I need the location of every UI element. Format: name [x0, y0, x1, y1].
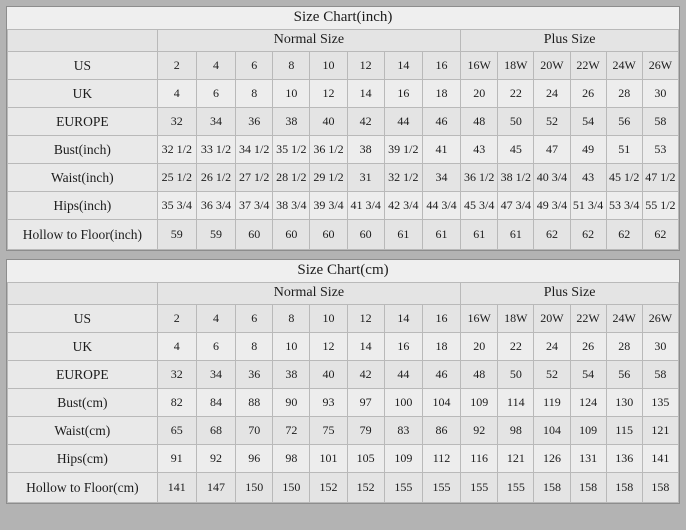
cell: 38 — [273, 361, 310, 389]
group-header-normal-inch: Normal Size — [157, 30, 460, 52]
row-label-uk-inch: UK — [8, 80, 158, 108]
cell: 48 — [461, 108, 498, 136]
cell: 30 — [642, 80, 678, 108]
cell: 2 — [157, 52, 196, 80]
cell: 62 — [606, 220, 642, 250]
cell: 58 — [642, 361, 678, 389]
table-row — [8, 361, 679, 389]
cell: 31 — [347, 164, 384, 192]
cell: 60 — [236, 220, 273, 250]
cell: 34 — [196, 108, 235, 136]
cell: 90 — [273, 389, 310, 417]
cell: 72 — [273, 417, 310, 445]
cell: 97 — [347, 389, 384, 417]
cell: 4 — [196, 305, 235, 333]
row-label-europe-cm: EUROPE — [8, 361, 158, 389]
cell: 48 — [461, 361, 498, 389]
table-row — [8, 108, 679, 136]
cell: 32 1/2 — [384, 164, 422, 192]
row-label-uk-cm: UK — [8, 333, 158, 361]
cell: 136 — [606, 445, 642, 473]
cell: 61 — [461, 220, 498, 250]
cell: 40 — [310, 361, 347, 389]
cell: 61 — [498, 220, 534, 250]
cell: 155 — [384, 473, 422, 503]
group-header-normal-cm: Normal Size — [157, 283, 460, 305]
table-row — [8, 445, 679, 473]
cell: 59 — [157, 220, 196, 250]
cell: 42 — [347, 108, 384, 136]
cell: 70 — [236, 417, 273, 445]
row-label-bust-inch: Bust(inch) — [8, 136, 158, 164]
cell: 22W — [570, 305, 606, 333]
cell: 109 — [461, 389, 498, 417]
cell: 45 1/2 — [606, 164, 642, 192]
cell: 43 — [461, 136, 498, 164]
cell: 49 — [570, 136, 606, 164]
cell: 59 — [196, 220, 235, 250]
row-label-bust-cm: Bust(cm) — [8, 389, 158, 417]
cell: 12 — [347, 52, 384, 80]
cell: 119 — [534, 389, 570, 417]
cell: 22 — [498, 333, 534, 361]
cell: 26W — [642, 305, 678, 333]
cell: 8 — [273, 305, 310, 333]
corner-cell-cm — [8, 283, 158, 305]
cell: 6 — [196, 333, 235, 361]
cell: 109 — [570, 417, 606, 445]
cell: 41 3/4 — [347, 192, 384, 220]
cell: 44 — [384, 361, 422, 389]
cell: 22 — [498, 80, 534, 108]
cell: 22W — [570, 52, 606, 80]
cell: 105 — [347, 445, 384, 473]
cell: 24 — [534, 80, 570, 108]
cell: 18 — [422, 80, 460, 108]
cell: 100 — [384, 389, 422, 417]
cell: 37 3/4 — [236, 192, 273, 220]
cell: 46 — [422, 108, 460, 136]
cell: 16 — [422, 52, 460, 80]
cell: 88 — [236, 389, 273, 417]
cell: 24W — [606, 52, 642, 80]
cell: 36 — [236, 108, 273, 136]
cell: 96 — [236, 445, 273, 473]
cell: 51 3/4 — [570, 192, 606, 220]
cell: 101 — [310, 445, 347, 473]
cell: 39 3/4 — [310, 192, 347, 220]
cell: 24W — [606, 305, 642, 333]
cell: 130 — [606, 389, 642, 417]
cell: 152 — [347, 473, 384, 503]
cell: 26 — [570, 80, 606, 108]
table-row — [8, 305, 679, 333]
group-header-plus-cm: Plus Size — [461, 283, 679, 305]
cell: 47 1/2 — [642, 164, 678, 192]
cell: 61 — [422, 220, 460, 250]
cell: 68 — [196, 417, 235, 445]
cell: 158 — [606, 473, 642, 503]
cell: 14 — [347, 80, 384, 108]
cell: 4 — [157, 333, 196, 361]
table-row — [8, 136, 679, 164]
cell: 93 — [310, 389, 347, 417]
cell: 18W — [498, 52, 534, 80]
cell: 33 1/2 — [196, 136, 235, 164]
cell: 44 — [384, 108, 422, 136]
cell: 42 3/4 — [384, 192, 422, 220]
cell: 126 — [534, 445, 570, 473]
cell: 150 — [236, 473, 273, 503]
cell: 50 — [498, 108, 534, 136]
cell: 27 1/2 — [236, 164, 273, 192]
cell: 82 — [157, 389, 196, 417]
cell: 29 1/2 — [310, 164, 347, 192]
table-row — [8, 220, 679, 250]
cell: 92 — [196, 445, 235, 473]
cell: 12 — [310, 333, 347, 361]
cell: 104 — [534, 417, 570, 445]
cell: 39 1/2 — [384, 136, 422, 164]
cell: 56 — [606, 361, 642, 389]
cell: 53 3/4 — [606, 192, 642, 220]
cell: 152 — [310, 473, 347, 503]
row-label-hollow-to-floor-cm: Hollow to Floor(cm) — [8, 473, 158, 503]
cell: 10 — [273, 333, 310, 361]
cell: 155 — [422, 473, 460, 503]
cell: 10 — [310, 52, 347, 80]
cell: 20 — [461, 80, 498, 108]
table-row — [8, 7, 679, 30]
cell: 79 — [347, 417, 384, 445]
cell: 4 — [157, 80, 196, 108]
cell: 41 — [422, 136, 460, 164]
cell: 98 — [498, 417, 534, 445]
cell: 16W — [461, 52, 498, 80]
cell: 38 1/2 — [498, 164, 534, 192]
cell: 42 — [347, 361, 384, 389]
row-label-us-cm: US — [8, 305, 158, 333]
cell: 141 — [157, 473, 196, 503]
cell: 54 — [570, 361, 606, 389]
cell: 20 — [461, 333, 498, 361]
cell: 47 3/4 — [498, 192, 534, 220]
chart-title-cm: Size Chart(cm) — [8, 260, 679, 283]
cell: 16 — [384, 80, 422, 108]
cell: 12 — [310, 80, 347, 108]
row-label-europe-inch: EUROPE — [8, 108, 158, 136]
cell: 60 — [273, 220, 310, 250]
cell: 14 — [384, 52, 422, 80]
cell: 150 — [273, 473, 310, 503]
cell: 24 — [534, 333, 570, 361]
cell: 16 — [384, 333, 422, 361]
cell: 147 — [196, 473, 235, 503]
table-row — [8, 80, 679, 108]
cell: 50 — [498, 361, 534, 389]
cell: 158 — [534, 473, 570, 503]
table-row — [8, 164, 679, 192]
cell: 38 — [347, 136, 384, 164]
cell: 18 — [422, 333, 460, 361]
cell: 104 — [422, 389, 460, 417]
cell: 49 3/4 — [534, 192, 570, 220]
cell: 75 — [310, 417, 347, 445]
table-row — [8, 389, 679, 417]
cell: 44 3/4 — [422, 192, 460, 220]
corner-cell-inch — [8, 30, 158, 52]
cell: 52 — [534, 361, 570, 389]
row-label-hollow-to-floor-inch: Hollow to Floor(inch) — [8, 220, 158, 250]
cell: 43 — [570, 164, 606, 192]
cell: 60 — [310, 220, 347, 250]
cell: 155 — [461, 473, 498, 503]
cell: 62 — [570, 220, 606, 250]
cell: 155 — [498, 473, 534, 503]
cell: 53 — [642, 136, 678, 164]
cell: 6 — [236, 52, 273, 80]
table-row — [8, 52, 679, 80]
cell: 61 — [384, 220, 422, 250]
cell: 45 — [498, 136, 534, 164]
row-label-waist-inch: Waist(inch) — [8, 164, 158, 192]
cell: 91 — [157, 445, 196, 473]
cell: 28 — [606, 333, 642, 361]
cell: 34 — [422, 164, 460, 192]
cell: 8 — [236, 80, 273, 108]
table-row — [8, 473, 679, 503]
cell: 58 — [642, 108, 678, 136]
cell: 56 — [606, 108, 642, 136]
cell: 54 — [570, 108, 606, 136]
cell: 30 — [642, 333, 678, 361]
cell: 26W — [642, 52, 678, 80]
table-row — [8, 260, 679, 283]
cell: 38 3/4 — [273, 192, 310, 220]
cell: 135 — [642, 389, 678, 417]
cell: 36 1/2 — [461, 164, 498, 192]
cell: 8 — [236, 333, 273, 361]
group-header-plus-inch: Plus Size — [461, 30, 679, 52]
table-row — [8, 283, 679, 305]
cell: 116 — [461, 445, 498, 473]
cell: 32 — [157, 108, 196, 136]
cell: 12 — [347, 305, 384, 333]
cell: 16W — [461, 305, 498, 333]
cell: 124 — [570, 389, 606, 417]
cell: 52 — [534, 108, 570, 136]
cell: 32 1/2 — [157, 136, 196, 164]
cell: 10 — [273, 80, 310, 108]
cell: 121 — [498, 445, 534, 473]
cell: 40 — [310, 108, 347, 136]
cell: 26 — [570, 333, 606, 361]
cell: 36 — [236, 361, 273, 389]
cell: 16 — [422, 305, 460, 333]
cell: 35 1/2 — [273, 136, 310, 164]
cell: 131 — [570, 445, 606, 473]
cell: 34 1/2 — [236, 136, 273, 164]
cell: 60 — [347, 220, 384, 250]
cell: 55 1/2 — [642, 192, 678, 220]
cell: 40 3/4 — [534, 164, 570, 192]
row-label-waist-cm: Waist(cm) — [8, 417, 158, 445]
cell: 20W — [534, 52, 570, 80]
size-chart-cm-table — [7, 260, 679, 503]
cell: 10 — [310, 305, 347, 333]
cell: 6 — [236, 305, 273, 333]
size-chart-inch — [6, 6, 680, 251]
cell: 112 — [422, 445, 460, 473]
table-row — [8, 333, 679, 361]
cell: 18W — [498, 305, 534, 333]
row-label-hips-cm: Hips(cm) — [8, 445, 158, 473]
cell: 158 — [642, 473, 678, 503]
cell: 36 3/4 — [196, 192, 235, 220]
row-label-hips-inch: Hips(inch) — [8, 192, 158, 220]
cell: 14 — [347, 333, 384, 361]
table-row — [8, 30, 679, 52]
cell: 62 — [642, 220, 678, 250]
cell: 28 — [606, 80, 642, 108]
cell: 114 — [498, 389, 534, 417]
cell: 92 — [461, 417, 498, 445]
cell: 121 — [642, 417, 678, 445]
cell: 14 — [384, 305, 422, 333]
cell: 35 3/4 — [157, 192, 196, 220]
chart-title-inch: Size Chart(inch) — [8, 7, 679, 30]
table-row — [8, 192, 679, 220]
cell: 25 1/2 — [157, 164, 196, 192]
cell: 20W — [534, 305, 570, 333]
cell: 83 — [384, 417, 422, 445]
cell: 26 1/2 — [196, 164, 235, 192]
table-row — [8, 417, 679, 445]
cell: 84 — [196, 389, 235, 417]
cell: 115 — [606, 417, 642, 445]
row-label-us-inch: US — [8, 52, 158, 80]
cell: 45 3/4 — [461, 192, 498, 220]
cell: 51 — [606, 136, 642, 164]
size-chart-cm — [6, 259, 680, 504]
cell: 36 1/2 — [310, 136, 347, 164]
cell: 86 — [422, 417, 460, 445]
cell: 2 — [157, 305, 196, 333]
cell: 141 — [642, 445, 678, 473]
cell: 47 — [534, 136, 570, 164]
cell: 98 — [273, 445, 310, 473]
cell: 34 — [196, 361, 235, 389]
cell: 32 — [157, 361, 196, 389]
cell: 8 — [273, 52, 310, 80]
cell: 4 — [196, 52, 235, 80]
size-chart-inch-table — [7, 7, 679, 250]
cell: 158 — [570, 473, 606, 503]
cell: 62 — [534, 220, 570, 250]
cell: 6 — [196, 80, 235, 108]
cell: 28 1/2 — [273, 164, 310, 192]
cell: 38 — [273, 108, 310, 136]
cell: 65 — [157, 417, 196, 445]
cell: 109 — [384, 445, 422, 473]
cell: 46 — [422, 361, 460, 389]
